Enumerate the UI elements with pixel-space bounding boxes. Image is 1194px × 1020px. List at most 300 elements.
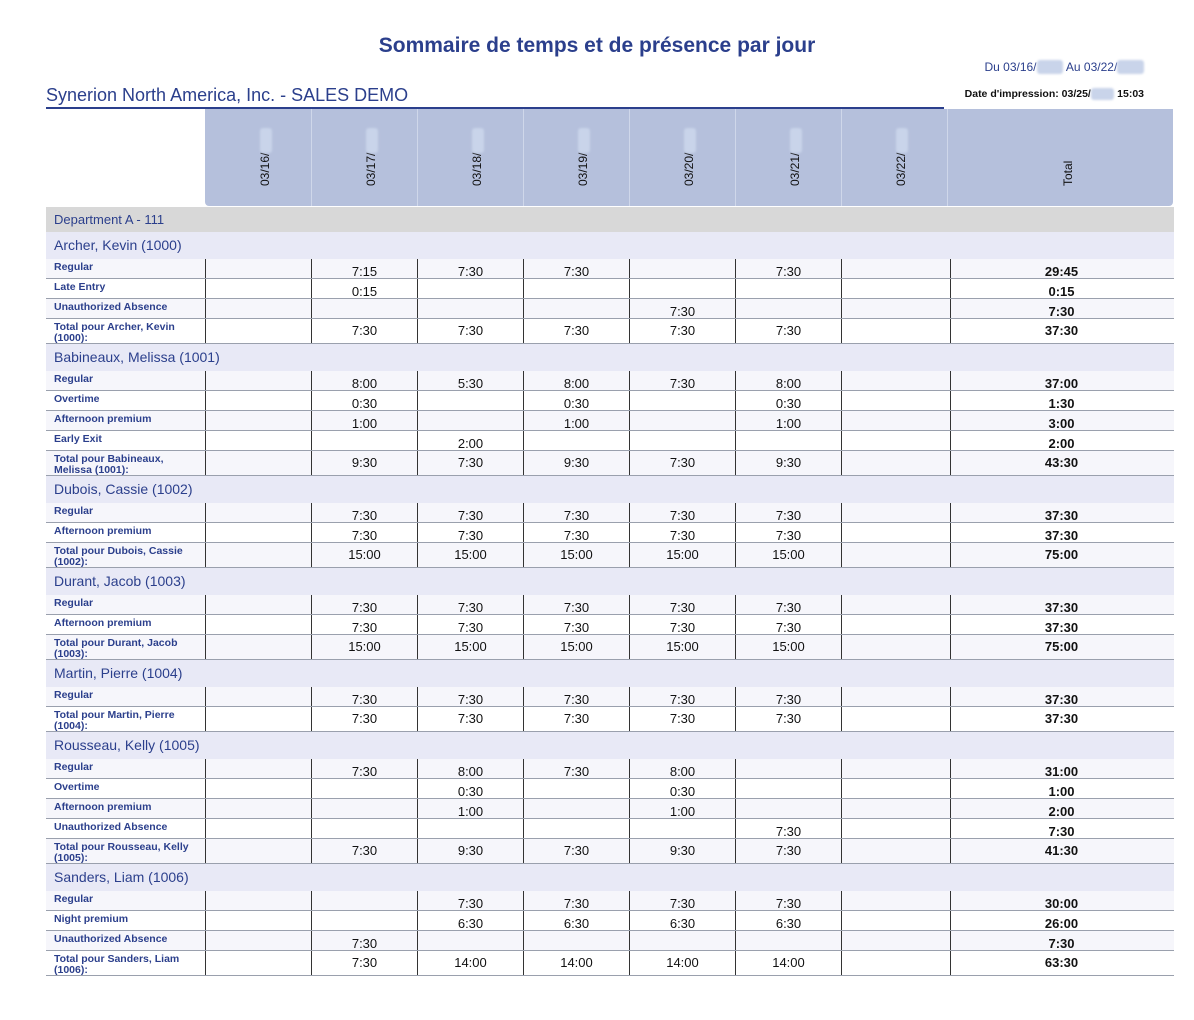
table-cell: 15:00 xyxy=(629,635,735,659)
table-cell: 7:30 xyxy=(311,595,417,614)
table-cell xyxy=(523,779,629,798)
redacted-year: 2025 xyxy=(896,128,908,153)
table-cell: 7:30 xyxy=(629,319,735,343)
row-label: Unauthorized Absence xyxy=(54,821,168,833)
table-cell: 7:30 xyxy=(735,259,841,278)
table-cell xyxy=(205,595,311,614)
table-cell: 7:30 xyxy=(735,819,841,838)
table-cell xyxy=(629,279,735,298)
table-cell xyxy=(629,819,735,838)
report-table xyxy=(46,207,1174,976)
employee-header: Martin, Pierre (1004) xyxy=(46,660,1174,687)
table-cell xyxy=(205,615,311,634)
table-row xyxy=(46,931,1174,951)
table-cell xyxy=(841,931,947,950)
row-total-cell: 37:30 xyxy=(950,707,1172,731)
row-label: Late Entry xyxy=(54,281,106,293)
table-cell xyxy=(841,819,947,838)
row-total-cell: 37:30 xyxy=(950,523,1172,542)
table-cell: 7:30 xyxy=(735,687,841,706)
table-cell: 15:00 xyxy=(417,635,523,659)
table-row xyxy=(46,595,1174,615)
table-cell: 8:00 xyxy=(417,759,523,778)
redacted-year: 2025 xyxy=(260,128,272,153)
table-cell: 1:00 xyxy=(629,799,735,818)
table-cell: 9:30 xyxy=(735,451,841,475)
table-cell: 7:30 xyxy=(311,951,417,975)
row-total-cell: 37:30 xyxy=(950,503,1172,522)
row-label: Total pour Durant, Jacob (1003): xyxy=(54,637,178,660)
table-cell: 7:30 xyxy=(629,707,735,731)
table-cell xyxy=(841,523,947,542)
column-date-text: 03/21/ xyxy=(788,152,802,186)
table-cell: 15:00 xyxy=(311,635,417,659)
table-cell: 7:30 xyxy=(417,259,523,278)
row-total-cell: 1:00 xyxy=(950,779,1172,798)
row-total-cell: 43:30 xyxy=(950,451,1172,475)
table-cell: 7:30 xyxy=(629,523,735,542)
table-cell xyxy=(841,431,947,450)
table-cell: 14:00 xyxy=(629,951,735,975)
table-cell xyxy=(311,799,417,818)
row-label: Regular xyxy=(54,689,94,701)
table-cell: 7:30 xyxy=(629,595,735,614)
table-cell: 8:00 xyxy=(311,371,417,390)
table-cell: 9:30 xyxy=(311,451,417,475)
table-cell xyxy=(735,931,841,950)
table-cell: 7:30 xyxy=(417,687,523,706)
table-cell xyxy=(205,319,311,343)
table-cell xyxy=(205,819,311,838)
row-label: Night premium xyxy=(54,913,129,925)
table-cell xyxy=(205,759,311,778)
table-cell: 7:30 xyxy=(523,687,629,706)
row-label: Total pour Dubois, Cassie (1002): xyxy=(54,545,183,568)
table-cell: 7:30 xyxy=(523,839,629,863)
employee-header: Sanders, Liam (1006) xyxy=(46,864,1174,891)
table-cell: 7:30 xyxy=(417,503,523,522)
table-cell: 7:30 xyxy=(523,259,629,278)
table-cell xyxy=(205,259,311,278)
table-cell xyxy=(205,687,311,706)
employee-total-row xyxy=(46,635,1174,660)
table-cell: 7:30 xyxy=(311,319,417,343)
employee-header: Dubois, Cassie (1002) xyxy=(46,476,1174,503)
table-cell xyxy=(205,543,311,567)
period-from: 03/16/ xyxy=(1003,60,1037,74)
table-cell: 9:30 xyxy=(417,839,523,863)
redacted-year: 2025 xyxy=(578,128,590,153)
table-cell: 7:30 xyxy=(523,615,629,634)
table-row xyxy=(46,431,1174,451)
row-label: Afternoon premium xyxy=(54,617,152,629)
table-cell: 7:30 xyxy=(629,451,735,475)
redacted-year: 2025 xyxy=(684,128,696,153)
table-cell: 7:30 xyxy=(523,759,629,778)
row-total-cell: 29:45 xyxy=(950,259,1172,278)
table-cell: 7:30 xyxy=(735,891,841,910)
row-label: Regular xyxy=(54,261,94,273)
row-total-cell: 2:00 xyxy=(950,431,1172,450)
column-date-text: 03/20/ xyxy=(682,152,696,186)
table-cell: 6:30 xyxy=(735,911,841,930)
table-cell xyxy=(523,279,629,298)
table-cell: 7:30 xyxy=(523,319,629,343)
column-date-label xyxy=(682,128,696,186)
redacted-year: 2025 xyxy=(366,128,378,153)
employee-total-row xyxy=(46,319,1174,344)
table-cell: 7:30 xyxy=(311,931,417,950)
table-cell xyxy=(841,779,947,798)
table-row xyxy=(46,687,1174,707)
table-cell xyxy=(629,431,735,450)
row-label: Total pour Rousseau, Kelly (1005): xyxy=(54,841,189,864)
total-column-label: Total xyxy=(1061,160,1075,186)
table-cell: 7:30 xyxy=(311,687,417,706)
table-cell: 9:30 xyxy=(523,451,629,475)
period-to-label: Au xyxy=(1065,60,1081,74)
column-header-date xyxy=(629,109,735,206)
row-label: Afternoon premium xyxy=(54,413,152,425)
table-cell xyxy=(205,299,311,318)
table-cell xyxy=(311,779,417,798)
table-row xyxy=(46,799,1174,819)
column-date-label xyxy=(894,128,908,186)
table-cell: 7:30 xyxy=(311,839,417,863)
row-label: Total pour Sanders, Liam (1006): xyxy=(54,953,180,976)
table-cell: 7:30 xyxy=(523,891,629,910)
table-cell xyxy=(417,931,523,950)
row-label: Afternoon premium xyxy=(54,801,152,813)
column-header xyxy=(205,109,1173,206)
table-cell xyxy=(205,891,311,910)
table-cell xyxy=(205,635,311,659)
employee-header: Babineaux, Melissa (1001) xyxy=(46,344,1174,371)
row-label: Regular xyxy=(54,597,94,609)
employee-header: Rousseau, Kelly (1005) xyxy=(46,732,1174,759)
table-cell xyxy=(841,891,947,910)
table-cell xyxy=(841,635,947,659)
table-cell xyxy=(205,707,311,731)
table-cell xyxy=(841,279,947,298)
column-date-label xyxy=(576,128,590,186)
row-total-cell: 30:00 xyxy=(950,891,1172,910)
table-cell xyxy=(205,931,311,950)
table-cell xyxy=(205,279,311,298)
row-label: Unauthorized Absence xyxy=(54,933,168,945)
table-cell: 0:30 xyxy=(735,391,841,410)
table-cell: 7:30 xyxy=(629,371,735,390)
table-cell xyxy=(311,431,417,450)
table-cell xyxy=(735,799,841,818)
table-cell: 15:00 xyxy=(417,543,523,567)
table-cell: 8:00 xyxy=(735,371,841,390)
row-label: Afternoon premium xyxy=(54,525,152,537)
table-cell xyxy=(841,911,947,930)
table-cell: 1:00 xyxy=(523,411,629,430)
row-label: Overtime xyxy=(54,781,100,793)
table-cell: 1:00 xyxy=(735,411,841,430)
table-cell xyxy=(841,451,947,475)
table-cell xyxy=(311,299,417,318)
table-cell xyxy=(417,279,523,298)
table-row xyxy=(46,371,1174,391)
row-label: Regular xyxy=(54,761,94,773)
table-cell xyxy=(841,543,947,567)
row-label: Regular xyxy=(54,373,94,385)
row-total-cell: 63:30 xyxy=(950,951,1172,975)
table-cell xyxy=(735,279,841,298)
table-cell: 7:30 xyxy=(523,707,629,731)
table-cell: 0:30 xyxy=(417,779,523,798)
table-cell xyxy=(417,411,523,430)
table-cell xyxy=(629,391,735,410)
table-cell: 2:00 xyxy=(417,431,523,450)
row-total-cell: 3:00 xyxy=(950,411,1172,430)
column-header-date xyxy=(205,109,311,206)
employee-total-row xyxy=(46,951,1174,976)
table-cell xyxy=(205,911,311,930)
table-cell: 0:15 xyxy=(311,279,417,298)
table-cell: 5:30 xyxy=(417,371,523,390)
table-cell: 7:30 xyxy=(735,615,841,634)
row-total-cell: 37:00 xyxy=(950,371,1172,390)
table-cell xyxy=(735,759,841,778)
row-total-cell: 7:30 xyxy=(950,299,1172,318)
row-label: Regular xyxy=(54,893,94,905)
column-date-text: 03/19/ xyxy=(576,152,590,186)
table-cell: 7:30 xyxy=(735,523,841,542)
print-time: 15:03 xyxy=(1117,88,1144,100)
table-cell xyxy=(841,319,947,343)
column-header-date xyxy=(311,109,417,206)
table-cell: 7:30 xyxy=(417,891,523,910)
row-label: Total pour Archer, Kevin (1000): xyxy=(54,321,175,344)
table-cell: 9:30 xyxy=(629,839,735,863)
employee-total-row xyxy=(46,707,1174,732)
table-cell xyxy=(205,839,311,863)
column-date-text: 03/17/ xyxy=(364,152,378,186)
column-date-label xyxy=(788,128,802,186)
table-row xyxy=(46,411,1174,431)
table-cell xyxy=(841,687,947,706)
row-label: Total pour Babineaux, Melissa (1001): xyxy=(54,453,164,476)
table-cell: 7:30 xyxy=(629,615,735,634)
table-cell: 7:30 xyxy=(417,319,523,343)
table-row xyxy=(46,279,1174,299)
table-cell xyxy=(735,299,841,318)
table-row xyxy=(46,391,1174,411)
table-cell xyxy=(841,759,947,778)
table-cell xyxy=(205,951,311,975)
table-cell xyxy=(629,411,735,430)
table-row xyxy=(46,759,1174,779)
table-cell: 15:00 xyxy=(735,635,841,659)
row-total-cell: 75:00 xyxy=(950,635,1172,659)
report-period xyxy=(984,60,1144,74)
table-cell: 7:30 xyxy=(311,523,417,542)
table-cell: 7:30 xyxy=(735,707,841,731)
table-cell xyxy=(205,799,311,818)
table-row xyxy=(46,891,1174,911)
row-total-cell: 7:30 xyxy=(950,819,1172,838)
table-cell xyxy=(205,411,311,430)
table-cell: 6:30 xyxy=(417,911,523,930)
header-divider xyxy=(947,109,948,206)
column-header-date xyxy=(523,109,629,206)
row-total-cell: 1:30 xyxy=(950,391,1172,410)
table-cell: 0:30 xyxy=(311,391,417,410)
table-row xyxy=(46,615,1174,635)
table-cell xyxy=(417,391,523,410)
employee-total-row xyxy=(46,543,1174,568)
company-name: Synerion North America, Inc. - SALES DEMO xyxy=(46,85,409,105)
table-cell: 6:30 xyxy=(629,911,735,930)
row-total-cell: 37:30 xyxy=(950,615,1172,634)
column-date-text: 03/22/ xyxy=(894,152,908,186)
column-date-label xyxy=(258,128,272,186)
row-total-cell: 2:00 xyxy=(950,799,1172,818)
table-cell: 15:00 xyxy=(523,543,629,567)
table-cell xyxy=(523,819,629,838)
print-date xyxy=(965,88,1144,100)
period-from-label: Du xyxy=(984,60,1000,74)
table-cell: 15:00 xyxy=(311,543,417,567)
table-cell xyxy=(841,391,947,410)
table-cell xyxy=(841,839,947,863)
column-header-total xyxy=(950,109,1172,206)
row-label: Overtime xyxy=(54,393,100,405)
table-cell xyxy=(523,299,629,318)
table-cell xyxy=(523,431,629,450)
column-date-label xyxy=(364,128,378,186)
row-total-cell: 37:30 xyxy=(950,595,1172,614)
table-cell: 7:30 xyxy=(417,707,523,731)
redacted-year: 2025 xyxy=(1036,60,1064,74)
table-cell xyxy=(841,707,947,731)
table-cell: 7:30 xyxy=(523,523,629,542)
table-cell: 7:30 xyxy=(417,595,523,614)
table-cell: 7:30 xyxy=(523,595,629,614)
department-row: Department A - 111 xyxy=(46,207,1174,232)
employee-total-row xyxy=(46,451,1174,476)
table-cell xyxy=(735,779,841,798)
column-header-date xyxy=(417,109,523,206)
redacted-year: 2025 xyxy=(790,128,802,153)
table-cell xyxy=(417,819,523,838)
table-cell xyxy=(205,431,311,450)
table-cell xyxy=(841,595,947,614)
table-cell xyxy=(841,799,947,818)
table-cell: 7:30 xyxy=(311,615,417,634)
table-cell xyxy=(523,931,629,950)
table-cell xyxy=(417,299,523,318)
table-cell xyxy=(841,259,947,278)
redacted-year: 2025 xyxy=(1117,60,1144,74)
period-to: 03/22/ xyxy=(1083,60,1118,74)
row-total-cell: 37:30 xyxy=(950,319,1172,343)
employee-header: Archer, Kevin (1000) xyxy=(46,232,1174,259)
table-cell: 0:30 xyxy=(629,779,735,798)
table-row xyxy=(46,259,1174,279)
table-cell xyxy=(841,951,947,975)
table-cell: 8:00 xyxy=(523,371,629,390)
table-row xyxy=(46,299,1174,319)
table-cell: 7:30 xyxy=(735,503,841,522)
table-cell: 7:15 xyxy=(311,259,417,278)
table-cell xyxy=(629,259,735,278)
column-date-label xyxy=(470,128,484,186)
row-total-cell: 41:30 xyxy=(950,839,1172,863)
row-label: Unauthorized Absence xyxy=(54,301,168,313)
table-cell: 7:30 xyxy=(417,615,523,634)
print-date-label: Date d'impression: 03/25/ xyxy=(964,88,1091,100)
table-cell: 7:30 xyxy=(735,319,841,343)
row-label: Regular xyxy=(54,505,94,517)
table-row xyxy=(46,779,1174,799)
row-total-cell: 31:00 xyxy=(950,759,1172,778)
row-total-cell: 75:00 xyxy=(950,543,1172,567)
table-cell: 7:30 xyxy=(311,759,417,778)
table-cell: 7:30 xyxy=(417,523,523,542)
table-cell xyxy=(523,799,629,818)
table-cell: 8:00 xyxy=(629,759,735,778)
table-cell xyxy=(735,431,841,450)
table-cell: 0:30 xyxy=(523,391,629,410)
table-cell: 7:30 xyxy=(629,891,735,910)
row-total-cell: 7:30 xyxy=(950,931,1172,950)
row-total-cell: 26:00 xyxy=(950,911,1172,930)
table-cell xyxy=(841,371,947,390)
table-cell: 1:00 xyxy=(311,411,417,430)
table-cell: 14:00 xyxy=(735,951,841,975)
table-cell xyxy=(205,391,311,410)
table-cell xyxy=(205,371,311,390)
column-date-text: 03/18/ xyxy=(470,152,484,186)
table-cell: 7:30 xyxy=(311,707,417,731)
table-cell: 14:00 xyxy=(417,951,523,975)
redacted-year: 2025 xyxy=(1090,88,1115,100)
table-cell xyxy=(841,411,947,430)
column-header-date xyxy=(841,109,947,206)
table-cell: 15:00 xyxy=(735,543,841,567)
row-label: Total pour Martin, Pierre (1004): xyxy=(54,709,175,732)
employee-total-row xyxy=(46,839,1174,864)
table-cell xyxy=(311,891,417,910)
table-cell: 7:30 xyxy=(629,503,735,522)
table-row xyxy=(46,503,1174,523)
table-cell xyxy=(841,503,947,522)
table-cell xyxy=(205,503,311,522)
table-cell: 15:00 xyxy=(523,635,629,659)
table-cell xyxy=(205,451,311,475)
table-row xyxy=(46,523,1174,543)
table-cell xyxy=(205,779,311,798)
table-cell: 1:00 xyxy=(417,799,523,818)
table-cell xyxy=(629,931,735,950)
table-row xyxy=(46,911,1174,931)
table-cell xyxy=(311,819,417,838)
column-date-text: 03/16/ xyxy=(258,152,272,186)
table-cell: 7:30 xyxy=(311,503,417,522)
table-cell xyxy=(841,615,947,634)
table-cell: 7:30 xyxy=(417,451,523,475)
table-cell xyxy=(841,299,947,318)
table-cell: 14:00 xyxy=(523,951,629,975)
redacted-year: 2025 xyxy=(472,128,484,153)
table-cell: 7:30 xyxy=(629,687,735,706)
table-cell: 7:30 xyxy=(735,595,841,614)
